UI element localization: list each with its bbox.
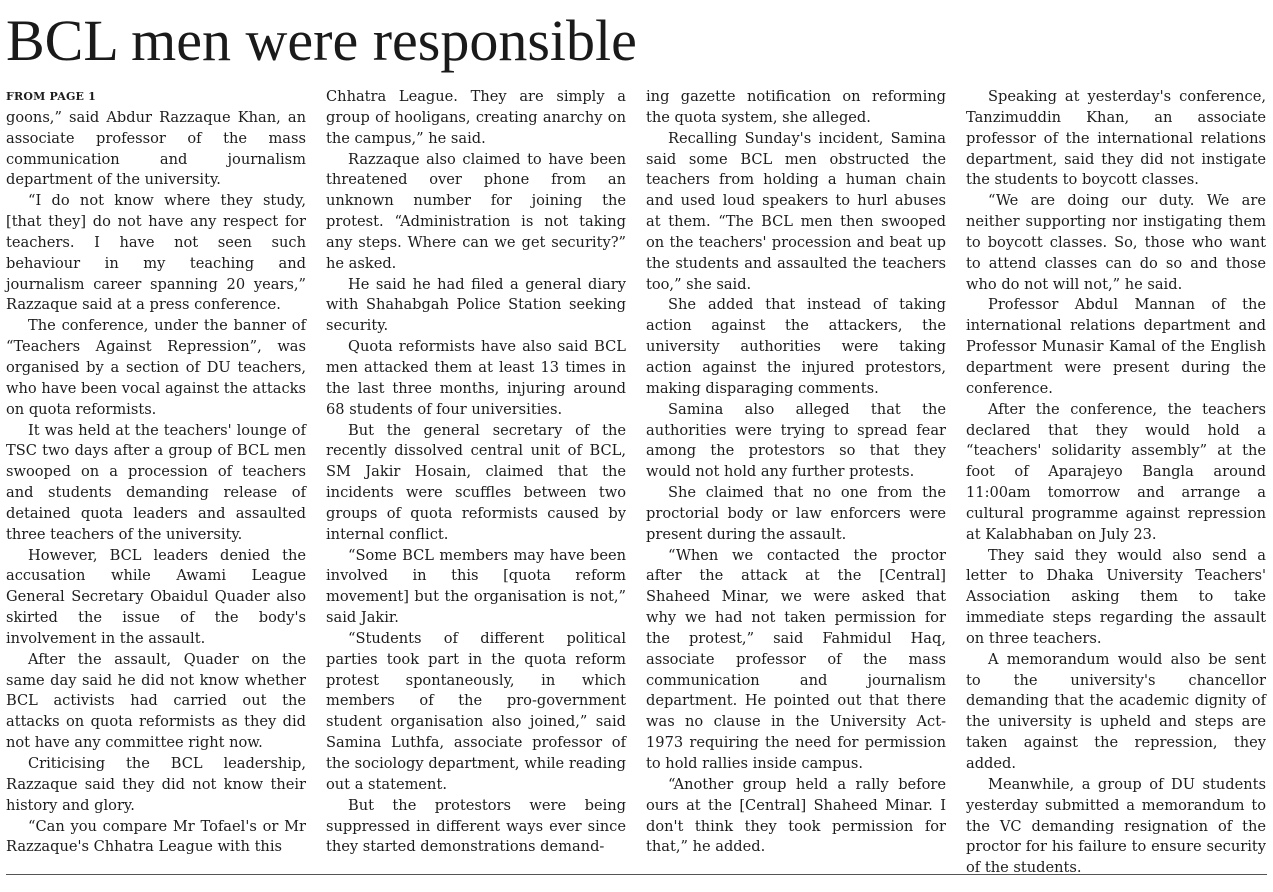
paragraph: But the general secretary of the recently dissolved central unit of BCL, SM Jakir Hosain, claimed that the incidents were scuffles between two groups of quota reformists caused by internal conflict.: [326, 421, 626, 543]
paragraph: Quota reformists have also said BCL men attacked them at least 13 times in the last three months, injuring around 68 students of four universities.: [326, 338, 626, 418]
paragraph: “Students of different political parties took part in the quota reform protest spontaneously, in which members of the pro-government student organisation also joined,” said Samina Luthfa, associate professor of the sociology department, while reading out a statement.: [326, 629, 626, 793]
dateline: FROM PAGE 1: [6, 90, 97, 103]
headline: BCL men were responsible: [6, 8, 637, 73]
paragraph: She added that instead of taking action against the attackers, the university authorities were taking action against the injured protestors, making disparaging comments.: [646, 296, 946, 397]
paragraph: Samina also alleged that the authorities were trying to spread fear among the protestors so that they would not hold any further protests.: [646, 400, 946, 481]
paragraph: Razzaque also claimed to have been threatened over phone from an unknown number for joining the protest. “Administration is not taking any steps. Where can we get security?” he asked.: [326, 150, 626, 272]
paragraph: They said they would also send a letter to Dhaka University Teachers' Association asking them to take immediate steps regarding the assault on three teachers.: [966, 546, 1266, 647]
paragraph: But the protestors were being suppressed in different ways ever since they started demonstrations demand-: [326, 796, 626, 856]
bottom-divider: [6, 874, 1267, 875]
paragraph: Chhatra League. They are simply a group of hooligans, creating anarchy on the campus,” he said.: [326, 88, 626, 147]
paragraph: “I do not know where they study, [that they] do not have any respect for teachers. I have not seen such behaviour in my teaching and journalism career spanning 20 years,” Razzaque said at a press conference.: [6, 192, 306, 314]
paragraph: Speaking at yesterday's conference, Tanzimuddin Khan, an associate professor of the international relations department, said they did not instigate the students to boycott classes.: [966, 88, 1266, 189]
paragraph: However, BCL leaders denied the accusation while Awami League General Secretary Obaidul Quader also skirted the issue of the body's involvement in the assault.: [6, 546, 306, 647]
article-column-2: [326, 87, 626, 858]
paragraph: The conference, under the banner of “Teachers Against Repression”, was organised by a section of DU teachers, who have been vocal against the attacks on quota reformists.: [6, 317, 306, 418]
paragraph: “Can you compare Mr Tofael's or Mr Razzaque's Chhatra League with this: [6, 817, 306, 856]
paragraph: It was held at the teachers' lounge of TSC two days after a group of BCL men swooped on a procession of teachers and students demanding release of detained quota leaders and assaulted three teachers of the university.: [6, 421, 306, 543]
paragraph: Recalling Sunday's incident, Samina said some BCL men obstructed the teachers from holding a human chain and used loud speakers to hurl abuses at them. “The BCL men then swooped on the teachers' procession and beat up the students and assaulted the teachers too,” she said.: [646, 129, 946, 293]
paragraph: After the assault, Quader on the same day said he did not know whether BCL activists had carried out the attacks on quota reformists as they did not have any committee right now.: [6, 650, 306, 752]
paragraph: Criticising the BCL leadership, Razzaque said they did not know their history and glory.: [6, 755, 306, 814]
paragraph: After the conference, the teachers declared that they would hold a “teachers' solidarity assembly” at the foot of Aparajeyo Bangla around 11:00am tomorrow and arrange a cultural programme against repression at Kalabhaban on July 23.: [966, 400, 1266, 543]
paragraph: “Some BCL members may have been involved in this [quota reform movement] but the organisation is not,” said Jakir.: [326, 546, 626, 627]
paragraph: Professor Abdul Mannan of the international relations department and Professor Munasir Kamal of the English department were present during the conference.: [966, 296, 1266, 397]
paragraph: She claimed that no one from the proctorial body or law enforcers were present during the assault.: [646, 484, 946, 543]
paragraph: goons,” said Abdur Razzaque Khan, an associate professor of the mass communication and journalism department of the university.: [6, 108, 306, 189]
article-column-1: [6, 87, 306, 858]
article-column-4: [966, 87, 1266, 879]
paragraph: “When we contacted the proctor after the attack at the [Central] Shaheed Minar, we were asked that why we had not taken permission for the protest,” said Fahmidul Haq, associate professor of the mass communication and journalism department. He pointed out that there was no clause in the University Act-1973 requiring the need for permission to hold rallies inside campus.: [646, 546, 946, 772]
paragraph: A memorandum would also be sent to the university's chancellor demanding that the academic dignity of the university is upheld and steps are taken against the repression, they added.: [966, 650, 1266, 772]
paragraph: “We are doing our duty. We are neither supporting nor instigating them to boycott classes. So, those who want to attend classes can do so and those who do not will not,” he said.: [966, 192, 1266, 293]
paragraph: Meanwhile, a group of DU students yesterday submitted a memorandum to the VC demanding resignation of the proctor for his failure to ensure security of the students.: [966, 775, 1266, 877]
paragraph: “Another group held a rally before ours at the [Central] Shaheed Minar. I don't think they took permission for that,” he added.: [646, 775, 946, 856]
paragraph: ing gazette notification on reforming the quota system, she alleged.: [646, 88, 946, 126]
paragraph: He said he had filed a general diary with Shahabgah Police Station seeking security.: [326, 275, 626, 335]
article-column-3: [646, 87, 946, 858]
